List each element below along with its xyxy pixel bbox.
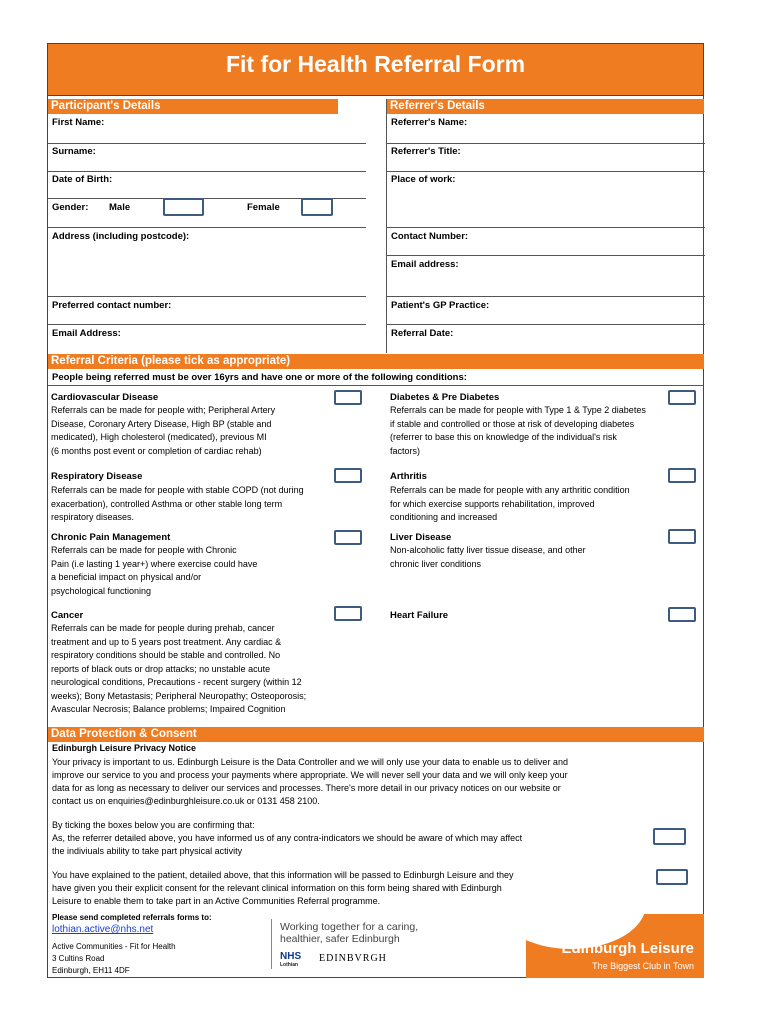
participant-header: Participant's Details bbox=[48, 99, 338, 114]
cancer-checkbox[interactable] bbox=[334, 606, 362, 621]
consent-contraindications-checkbox[interactable] bbox=[653, 828, 686, 845]
condition-desc: Referrals can be made for people with; Peripheral Artery Disease, Coronary Artery Disease, High BP (stable and medicated), High cholesterol (medicated), previous MI (6 months post event or completion of cardiac rehab) bbox=[51, 405, 276, 456]
male-label: Male bbox=[109, 202, 131, 213]
nhs-logo: NHS Lothian bbox=[280, 951, 302, 968]
preferred-contact-label: Preferred contact number: bbox=[52, 300, 172, 311]
dob-label: Date of Birth: bbox=[52, 174, 113, 185]
referrer-name-label: Referrer's Name: bbox=[391, 117, 468, 128]
condition-title: Diabetes & Pre Diabetes bbox=[390, 392, 500, 403]
arthritis-checkbox[interactable] bbox=[668, 468, 696, 483]
heart-failure-checkbox[interactable] bbox=[668, 607, 696, 622]
liver-disease-checkbox[interactable] bbox=[668, 529, 696, 544]
condition-desc: Referrals can be made for people with Type 1 & Type 2 diabetes if stable and controlled or those at risk of developing diabetes (referrer to base this on knowledge of the individual's risk factors) bbox=[390, 405, 646, 456]
footer-tagline: Working together for a caring, healthier, safer Edinburgh bbox=[280, 921, 419, 945]
condition-title: Chronic Pain Management bbox=[51, 532, 171, 543]
gp-practice-label: Patient's GP Practice: bbox=[391, 300, 490, 311]
condition-title: Respiratory Disease bbox=[51, 471, 143, 482]
confirm-text-1: As, the referrer detailed above, you have informed us of any contra-indicators we should be aware of which may affect the indiviuals ability to take part physical activity bbox=[52, 833, 523, 856]
respiratory-checkbox[interactable] bbox=[334, 468, 362, 483]
first-name-label: First Name: bbox=[52, 117, 105, 128]
surname-label: Surname: bbox=[52, 146, 96, 157]
condition-desc: Referrals can be made for people with stable COPD (not during exacerbation), controlled Asthma or other stable long term respiratory diseases. bbox=[51, 485, 304, 522]
condition-desc: Non-alcoholic fatty liver tissue disease, and other chronic liver conditions bbox=[390, 545, 586, 569]
condition-desc: Referrals can be made for people with Chronic Pain (i.e lasting 1 year+) where exercise could have a beneficial impact on physical and/or psychological functioning bbox=[51, 545, 258, 596]
details-divider bbox=[386, 99, 387, 353]
edinburgh-leisure-logo: Edinburgh Leisure The Biggest Club in Town bbox=[526, 914, 704, 978]
condition-desc: Referrals can be made for people with any arthritic condition for which exercise supports rehabilitation, improved conditioning and increased bbox=[390, 485, 630, 522]
privacy-text: Your privacy is important to us. Edinburgh Leisure is the Data Controller and we will only use your data to enable us to deliver and improve our service to you and process your payments where appropriate. We will never sell your data and we will only keep your data for as long as necessary to deliver our services and processes. There's more detail in our privacy notices on our website or contact us on enquiries@edinburghleisure.co.uk or 0131 458 2100. bbox=[52, 757, 568, 806]
condition-title: Heart Failure bbox=[390, 610, 449, 621]
referral-email-link[interactable]: lothian.active@nhs.net bbox=[52, 924, 154, 935]
referrer-header: Referrer's Details bbox=[387, 99, 704, 114]
confirm-intro: By ticking the boxes below you are confirming that: bbox=[52, 820, 255, 830]
footer-divider bbox=[271, 919, 272, 969]
email-address-label: Email Address: bbox=[52, 328, 121, 339]
edinburgh-city-logo: EDINBVRGH bbox=[319, 953, 387, 964]
cardiovascular-checkbox[interactable] bbox=[334, 390, 362, 405]
condition-desc: Referrals can be made for people during prehab, cancer treatment and up to 5 years post treatment. Any cardiac & respiratory conditions should be stable and controlled. No reports of black outs or drop attacks; no unstable acute neurological conditions, Precautions - recent surgery (within 12 weeks); Bony Metastasis; Peripheral Neuropathy; Osteoporosis; Avascular Necrosis; Balance problems; Impaired Cognition bbox=[51, 623, 307, 714]
place-of-work-label: Place of work: bbox=[391, 174, 456, 185]
confirm-text-2: You have explained to the patient, detailed above, that this information will be passed to Edinburgh Leisure and they have given you their explicit consent for the relevant clinical information on this form being shared with Edinburgh Leisure to enable them to take part in an Active Communities Referral programme. bbox=[52, 870, 514, 906]
criteria-intro: People being referred must be over 16yrs and have one or more of the following conditions: bbox=[52, 372, 467, 383]
chronic-pain-checkbox[interactable] bbox=[334, 530, 362, 545]
male-checkbox[interactable] bbox=[163, 198, 204, 216]
consent-header: Data Protection & Consent bbox=[48, 727, 704, 742]
criteria-header: Referral Criteria (please tick as appropriate) bbox=[48, 354, 704, 369]
contact-number-label: Contact Number: bbox=[391, 231, 469, 242]
female-label: Female bbox=[247, 202, 280, 213]
condition-title: Arthritis bbox=[390, 471, 427, 482]
referrer-email-label: Email address: bbox=[391, 259, 459, 270]
condition-title: Liver Disease bbox=[390, 532, 452, 543]
send-forms-label: Please send completed referrals forms to: bbox=[52, 913, 212, 922]
female-checkbox[interactable] bbox=[301, 198, 333, 216]
page-title: Fit for Health Referral Form bbox=[48, 44, 703, 96]
condition-title: Cardiovascular Disease bbox=[51, 392, 159, 403]
privacy-notice-title: Edinburgh Leisure Privacy Notice bbox=[52, 743, 197, 753]
diabetes-checkbox[interactable] bbox=[668, 390, 696, 405]
address-label: Address (including postcode): bbox=[52, 231, 190, 242]
referral-form bbox=[47, 43, 704, 978]
referrer-title-label: Referrer's Title: bbox=[391, 146, 461, 157]
condition-title: Cancer bbox=[51, 610, 84, 621]
postal-address: Active Communities - Fit for Health 3 Cultins Road Edinburgh, EH11 4DF bbox=[52, 942, 176, 975]
referral-date-label: Referral Date: bbox=[391, 328, 454, 339]
gender-label: Gender: bbox=[52, 202, 89, 213]
consent-sharing-checkbox[interactable] bbox=[656, 869, 688, 885]
